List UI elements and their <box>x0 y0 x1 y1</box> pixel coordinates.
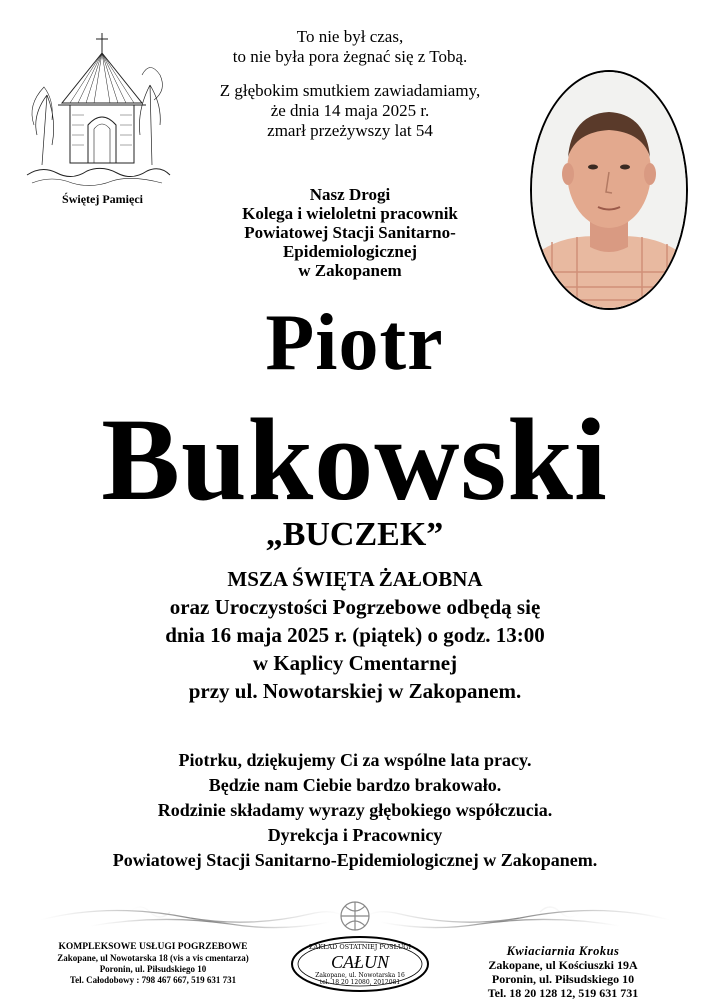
funeral-home-phone: Tel. Całodobowy : 798 467 667, 519 631 731 <box>69 975 237 985</box>
condolence-signature: Powiatowej Stacji Sanitarno-Epidemiologicznej w Zakopanem. <box>112 850 598 870</box>
funeral-home-address: Poronin, ul. Piłsudskiego 10 <box>99 964 207 974</box>
funeral-home-title: KOMPLEKSOWE USŁUGI POGRZEBOWE <box>58 942 248 952</box>
mass-heading: MSZA ŚWIĘTA ŻAŁOBNA <box>227 567 483 591</box>
mass-line: oraz Uroczystości Pogrzebowe odbędą się <box>169 595 541 619</box>
logo-brand: CAŁUN <box>330 952 390 972</box>
deceased-nickname: „BUCZEK” <box>265 516 444 553</box>
intro-line: Kolega i wieloletni pracownik <box>242 204 458 223</box>
intro-line: Nasz Drogi <box>309 185 391 204</box>
condolence-signature: Dyrekcja i Pracownicy <box>267 825 443 845</box>
condolence-line: Będzie nam Ciebie bardzo brakowało. <box>208 775 502 795</box>
deceased-first-name: Piotr <box>265 299 444 387</box>
announcement-line: zmarł przeżywszy lat 54 <box>267 121 433 140</box>
condolence-message <box>20 748 690 873</box>
condolence-line: Rodzinie składamy wyrazy głębokiego współczucia. <box>157 800 553 820</box>
calun-logo-icon <box>288 933 433 993</box>
opening-line: To nie był czas, <box>296 27 404 46</box>
mass-line: w Kaplicy Cmentarnej <box>252 651 458 675</box>
mass-line: przy ul. Nowotarskiej w Zakopanem. <box>188 679 522 703</box>
chapel-illustration <box>22 25 172 190</box>
florist-ad <box>437 944 689 1000</box>
florist-address: Poronin, ul. Piłsudskiego 10 <box>491 972 635 986</box>
portrait-icon <box>532 72 686 308</box>
funeral-home-ad <box>22 942 284 986</box>
funeral-home-address: Zakopane, ul Nowotarska 18 (vis a vis cmentarza) <box>57 953 249 963</box>
intro-line: Epidemiologicznej <box>282 242 418 261</box>
mass-line: dnia 16 maja 2025 r. (piątek) o godz. 13:00 <box>165 623 545 647</box>
florist-name: Kwiaciarnia Krokus <box>506 944 620 958</box>
logo-phone: tel. 18 20 12080, 2012081 <box>319 979 401 986</box>
logo-address: Zakopane, ul. Nowotarska 16 <box>315 972 405 979</box>
florist-address: Zakopane, ul Kościuszki 19A <box>488 958 638 972</box>
intro-line: w Zakopanem <box>298 261 402 280</box>
announcement-line: Z głębokim smutkiem zawiadamiamy, <box>219 81 481 100</box>
portrait-photo <box>530 70 688 310</box>
condolence-line: Piotrku, dziękujemy Ci za wspólne lata pracy. <box>178 750 532 770</box>
funeral-mass-info <box>80 565 630 705</box>
chapel-caption: Świętej Pamięci <box>62 192 143 206</box>
logo-arc-text: ZAKŁAD OSTATNIEJ POSŁUGI <box>308 943 412 951</box>
deceased-last-name: Bukowski <box>101 394 608 525</box>
announcement-line: że dnia 14 maja 2025 r. <box>270 101 430 120</box>
intro-block <box>175 185 525 280</box>
florist-phone: Tel. 18 20 128 12, 519 631 731 <box>487 986 639 1000</box>
opening-line: to nie była pora żegnać się z Tobą. <box>232 47 468 66</box>
opening-lines <box>170 27 530 141</box>
chapel-icon <box>22 25 172 190</box>
intro-line: Powiatowej Stacji Sanitarno- <box>244 223 456 242</box>
calun-logo <box>288 933 433 993</box>
